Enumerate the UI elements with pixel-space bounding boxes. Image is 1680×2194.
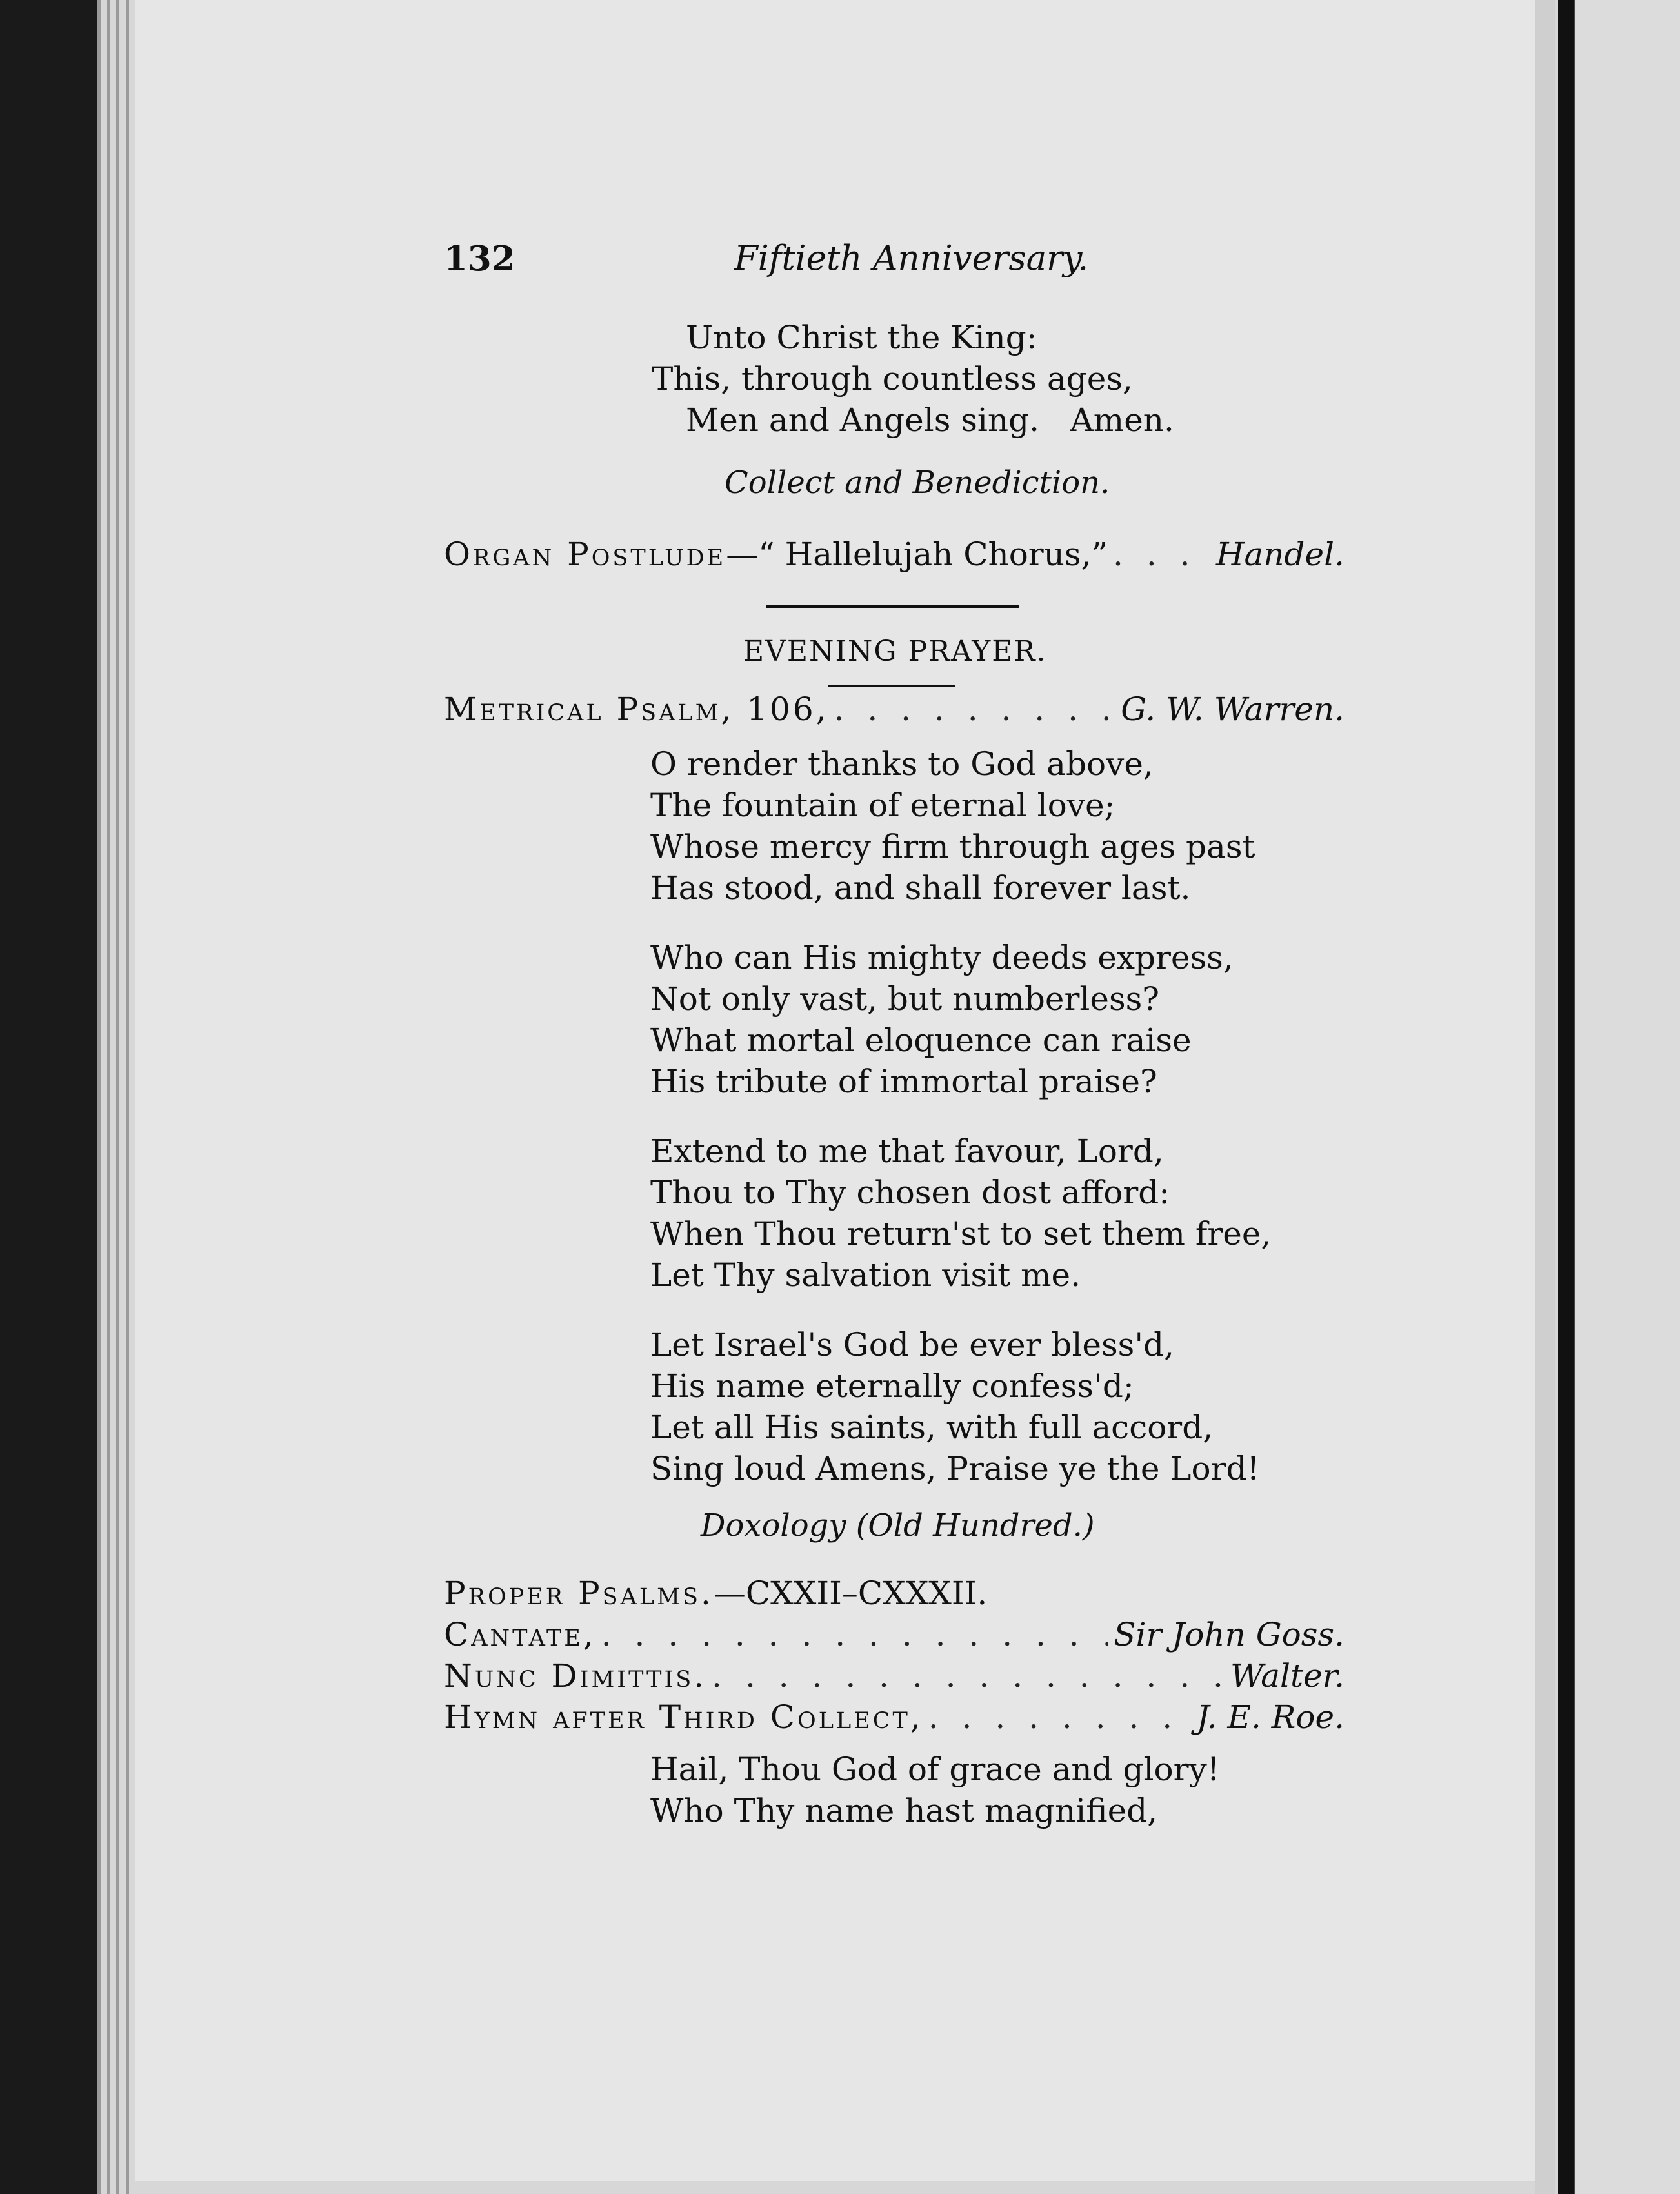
metrical-psalm-composer: G. W. Warren.: [1121, 690, 1345, 728]
stanza-line: Hail, Thou God of grace and glory!: [650, 1751, 1220, 1788]
hymn-stanza: [650, 1749, 1220, 1831]
stanza-line: Who can His mighty deeds express,: [650, 939, 1234, 976]
metrical-psalm-row: [444, 690, 1345, 732]
stanza-line: His tribute of immortal praise?: [650, 1063, 1157, 1100]
page-edge-line: [97, 0, 101, 2194]
dot-leader: [928, 1698, 1192, 1736]
cantate-label: Cantate,: [444, 1616, 596, 1653]
stanza-line: His name eternally confess'd;: [650, 1367, 1134, 1405]
dot-leader: [712, 1657, 1225, 1695]
section-divider: [766, 605, 1019, 608]
stanza-line: O render thanks to God above,: [650, 745, 1154, 783]
dot-leader: [834, 690, 1116, 728]
book-spine-shadow: [1558, 0, 1575, 2194]
stanza-line: Whose mercy firm through ages past: [650, 828, 1255, 865]
postlude-label: Organ Postlude: [444, 536, 726, 573]
stanza-line: Who Thy name hast magnified,: [650, 1792, 1158, 1829]
proper-psalms-label: Proper Psalms.: [444, 1575, 714, 1612]
collect-heading: Collect and Benediction.: [725, 465, 1110, 501]
cantate-row: [444, 1616, 1345, 1657]
metrical-psalm-label: Metrical Psalm, 106,: [444, 690, 829, 728]
stanza-line: Thou to Thy chosen dost afford:: [650, 1174, 1170, 1211]
section-title: EVENING PRAYER.: [743, 635, 1047, 668]
page-edge-line: [107, 0, 110, 2194]
section-divider-short: [828, 685, 955, 687]
psalm-stanza: [650, 1131, 1271, 1296]
stanza-line: Extend to me that favour, Lord,: [650, 1132, 1164, 1170]
proper-psalms-row: [444, 1575, 987, 1612]
nunc-dimittis-label: Nunc Dimittis.: [444, 1657, 707, 1695]
nunc-dimittis-row: [444, 1657, 1345, 1698]
hymn-row: [444, 1698, 1345, 1740]
dot-leader: [601, 1616, 1109, 1653]
hymn-composer: J. E. Roe.: [1196, 1698, 1345, 1736]
nunc-dimittis-composer: Walter.: [1230, 1657, 1345, 1695]
next-page: [1575, 0, 1680, 2194]
doxology-heading: Doxology (Old Hundred.): [701, 1507, 1095, 1544]
running-title: Fiftieth Anniversary.: [734, 239, 1089, 278]
stanza-line: Let Thy salvation visit me.: [650, 1256, 1081, 1294]
psalm-stanza: [650, 743, 1255, 909]
psalm-stanza: [650, 937, 1234, 1102]
hymn-line: Unto Christ the King:: [686, 319, 1037, 356]
postlude-composer: Handel.: [1215, 536, 1345, 573]
page-edge-line: [126, 0, 129, 2194]
stanza-line: Sing loud Amens, Praise ye the Lord!: [650, 1450, 1260, 1487]
stanza-line: Not only vast, but numberless?: [650, 980, 1160, 1018]
stanza-line: The fountain of eternal love;: [650, 787, 1115, 824]
stanza-line: What mortal eloquence can raise: [650, 1022, 1192, 1059]
cantate-composer: Sir John Goss.: [1114, 1616, 1345, 1653]
stanza-line: Let all His saints, with full accord,: [650, 1409, 1214, 1446]
stanza-line: Let Israel's God be ever bless'd,: [650, 1326, 1174, 1364]
page-number: 132: [444, 239, 515, 279]
postlude-row: [444, 536, 1345, 577]
postlude-title: —“ Hallelujah Chorus,”: [726, 536, 1108, 573]
stanza-line: Has stood, and shall forever last.: [650, 869, 1191, 907]
hymn-line: Men and Angels sing. Amen.: [686, 401, 1174, 439]
stanza-line: When Thou return'st to set them free,: [650, 1215, 1272, 1253]
page-gutter: [1535, 0, 1555, 2194]
page-edge-line: [116, 0, 119, 2194]
psalm-stanza: [650, 1324, 1260, 1489]
hymn-label: Hymn after Third Collect,: [444, 1698, 923, 1736]
proper-psalms-value: —CXXII–CXXXII.: [713, 1575, 988, 1612]
hymn-line: This, through countless ages,: [652, 360, 1133, 398]
dot-leader: [1113, 536, 1211, 573]
